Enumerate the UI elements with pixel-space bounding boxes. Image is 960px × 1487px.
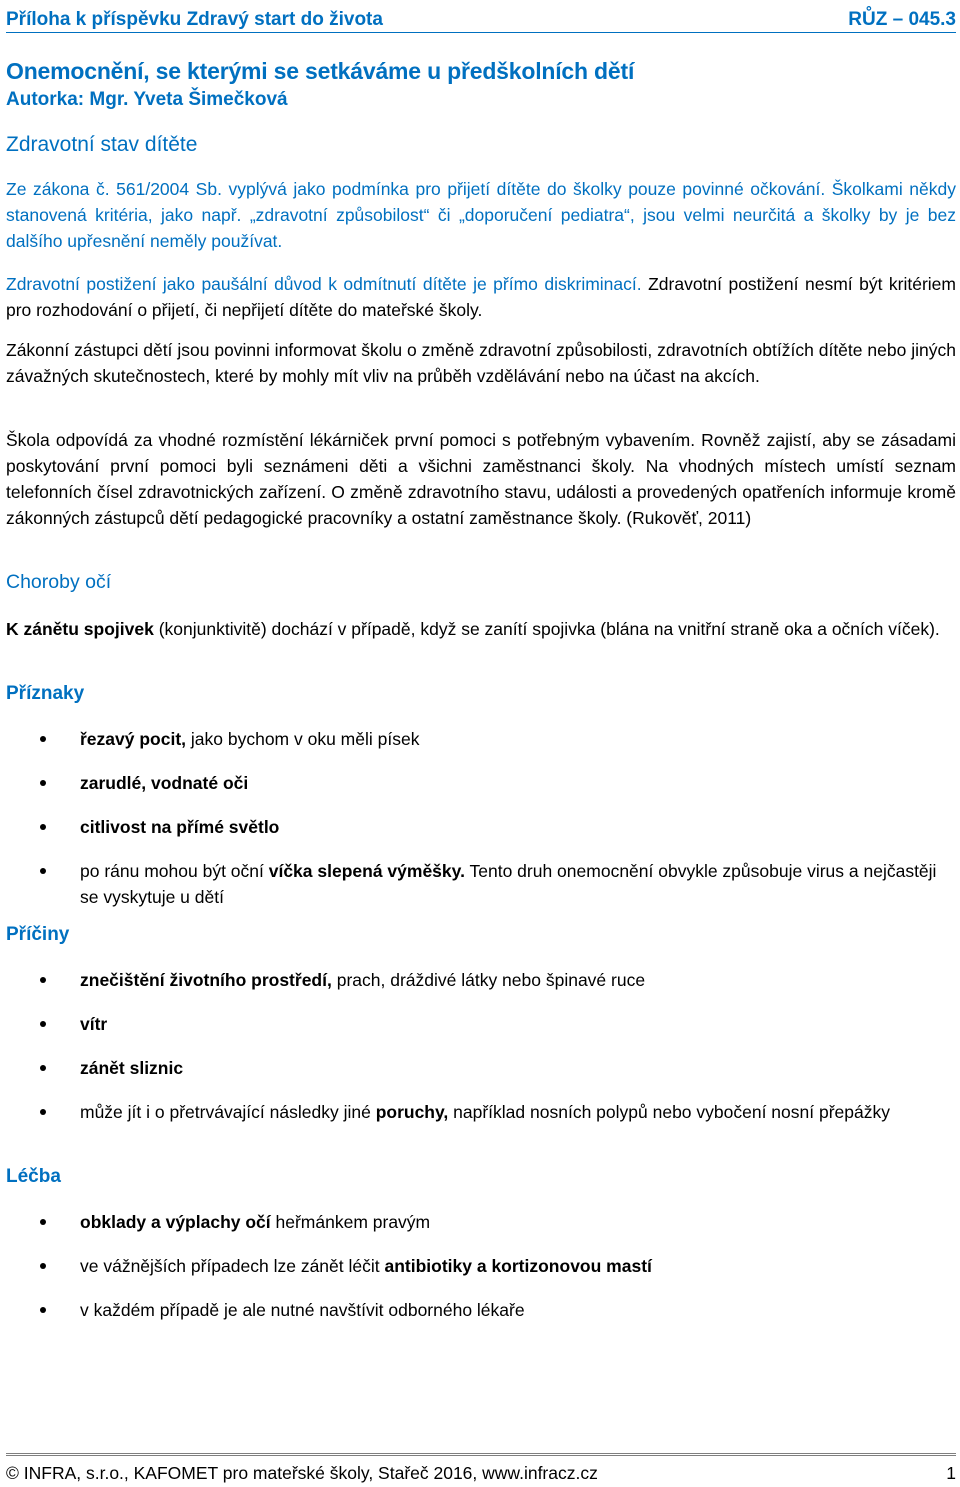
list-item-text: prach, dráždivé látky nebo špinavé ruce — [331, 970, 646, 990]
paragraph-guardians — [6, 337, 956, 389]
list-item — [6, 1253, 956, 1279]
paragraph-disability-part1: Zdravotní postižení jako paušální důvod k odmítnutí dítěte je přímo diskriminací. — [6, 274, 642, 294]
list-item-text: jako bychom v oku měli písek — [186, 729, 420, 749]
list-item — [6, 1297, 956, 1323]
list-item-bold: vítr — [80, 1014, 108, 1034]
list-item-bold: víčka slepená výměšky. — [268, 861, 465, 881]
treatment-list — [6, 1209, 956, 1323]
paragraph-guardians-text: Zákonní zástupci dětí jsou povinni informovat školu o změně zdravotní způsobilosti, zdravotních obtížích dítěte nebo jiných závažných skutečnostech, které by mohly mít vliv na průběh vzdělávání nebo na účast na akcích. — [6, 340, 956, 386]
conjunctivitis-term: K zánětu spojivek — [6, 619, 154, 639]
list-item — [6, 1011, 956, 1037]
list-item-bold: poruchy, — [375, 1102, 449, 1122]
paragraph-law — [6, 176, 956, 254]
list-item — [6, 1055, 956, 1081]
paragraph-disability — [6, 271, 956, 323]
list-item — [6, 858, 956, 910]
list-item — [6, 814, 956, 840]
list-item-text: Tento druh onemocnění obvykle způsobuje virus a nejčastěji se vyskytuje u dětí — [80, 861, 937, 907]
paragraph-law-text: Ze zákona č. 561/2004 Sb. vyplývá jako podmínka pro přijetí dítěte do školky pouze povinné očkování. Školkami někdy stanovená kritéria, jako např. „zdravotní způsobilost“ či „doporučení pediatra“, jsou velmi neurčitá a školky by je bez dalšího upřesnění neměly používat. — [6, 179, 956, 251]
footer-divider — [6, 1453, 956, 1456]
author-line: Autorka: Mgr. Yveta Šimečková — [6, 89, 288, 110]
page-header — [6, 4, 956, 33]
header-code: RŮZ – 045.3 — [848, 9, 956, 30]
causes-heading: Příčiny — [6, 924, 70, 945]
header-title: Příloha k příspěvku Zdravý start do života — [6, 9, 383, 30]
eye-diseases-heading: Choroby očí — [6, 571, 112, 593]
list-item-bold: řezavý pocit, — [80, 729, 187, 749]
list-item-bold: znečištění životního prostředí, — [80, 970, 332, 990]
paragraph-school — [6, 427, 956, 531]
list-item-text: například nosních polypů nebo vybočení nosní přepážky — [448, 1102, 890, 1122]
paragraph-conjunctivitis — [6, 616, 956, 642]
list-item-text: po ránu mohou být oční — [80, 861, 269, 881]
list-item — [6, 967, 956, 993]
paragraph-disability-part2: Zdravotní postižení nesmí být kritériem pro rozhodování o přijetí, či nepřijetí dítěte do mateřské školy. — [6, 274, 956, 320]
list-item-text: ve vážnějších případech lze zánět léčit — [80, 1256, 385, 1276]
list-item-bold: zánět sliznic — [80, 1058, 184, 1078]
causes-list — [6, 967, 956, 1125]
footer-copyright: © INFRA, s.r.o., KAFOMET pro mateřské školy, Stařeč 2016, www.infracz.cz — [6, 1463, 598, 1483]
conjunctivitis-definition: (konjunktivitě) dochází v případě, když se zanítí spojivka (blána na vnitřní straně oka a očních víček). — [153, 619, 940, 639]
list-item — [6, 1209, 956, 1235]
list-item-text: heřmánkem pravým — [270, 1212, 431, 1232]
list-item — [6, 1099, 956, 1125]
symptoms-heading: Příznaky — [6, 683, 85, 704]
page-number: 1 — [946, 1463, 956, 1483]
list-item-text: může jít i o přetrvávající následky jiné — [80, 1102, 376, 1122]
list-item-bold: obklady a výplachy očí — [80, 1212, 271, 1232]
section-heading: Zdravotní stav dítěte — [6, 133, 198, 156]
list-item-text: v každém případě je ale nutné navštívit odborného lékaře — [80, 1300, 525, 1320]
list-item-bold: citlivost na přímé světlo — [80, 817, 280, 837]
list-item — [6, 770, 956, 796]
list-item-bold: zarudlé, vodnaté oči — [80, 773, 249, 793]
treatment-heading: Léčba — [6, 1166, 61, 1187]
document-title: Onemocnění, se kterými se setkáváme u předškolních dětí — [6, 58, 635, 84]
symptoms-list — [6, 726, 956, 910]
paragraph-school-text: Škola odpovídá za vhodné rozmístění lékárniček první pomoci s potřebným vybavením. Rovněž zajistí, aby se zásadami poskytování první pomoci byli seznámeni děti a všichni zaměstnanci školy. Na vhodných místech umístí seznam telefonních čísel zdravotnických zařízení. O změně zdravotního stavu, události a provedených opatřeních informuje kromě zákonných zástupců dětí pedagogické pracovníky a ostatní zaměstnance školy. (Rukověť, 2011) — [6, 430, 956, 528]
list-item — [6, 726, 956, 752]
list-item-bold: antibiotiky a kortizonovou mastí — [384, 1256, 652, 1276]
